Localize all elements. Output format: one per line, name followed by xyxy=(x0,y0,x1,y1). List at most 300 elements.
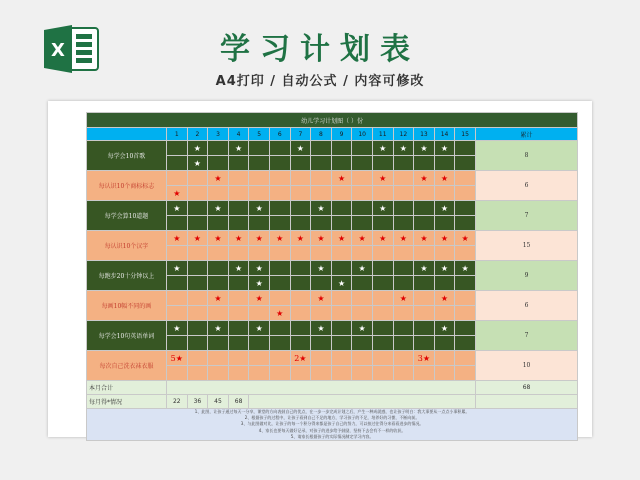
star-cell[interactable] xyxy=(208,231,229,246)
weekly-value[interactable]: 45 xyxy=(208,395,229,409)
star-cell[interactable] xyxy=(249,261,270,276)
star-cell[interactable] xyxy=(434,171,455,186)
star-cell[interactable] xyxy=(269,306,290,321)
star-cell[interactable] xyxy=(269,186,290,201)
task-label[interactable]: 每画10幅不同的画 xyxy=(87,291,167,321)
star-cell[interactable] xyxy=(455,261,476,276)
star-cell[interactable] xyxy=(372,261,393,276)
star-icon: ★ xyxy=(379,173,387,183)
star-cell[interactable] xyxy=(331,171,352,186)
star-cell[interactable] xyxy=(434,336,455,351)
star-cell[interactable] xyxy=(311,231,332,246)
star-cell[interactable] xyxy=(290,321,311,336)
star-cell[interactable] xyxy=(187,141,208,156)
star-cell[interactable] xyxy=(311,141,332,156)
note-line: 4、家长也要每天做好记录，对孩子的进步给予鼓励，坚持下去会有不一样的收获。 xyxy=(258,427,406,433)
star-cell[interactable] xyxy=(228,246,249,261)
task-total[interactable]: 8 xyxy=(475,141,577,171)
star-cell[interactable] xyxy=(249,306,270,321)
star-cell[interactable] xyxy=(167,186,188,201)
star-cell[interactable] xyxy=(269,156,290,171)
star-cell[interactable] xyxy=(455,171,476,186)
day-header-row xyxy=(87,128,578,141)
star-cell[interactable] xyxy=(331,366,352,381)
star-cell[interactable] xyxy=(372,216,393,231)
star-cell[interactable] xyxy=(455,186,476,201)
star-cell[interactable] xyxy=(331,336,352,351)
star-cell[interactable] xyxy=(249,291,270,306)
star-icon: ★ xyxy=(214,293,222,303)
star-cell[interactable] xyxy=(352,276,373,291)
star-cell[interactable] xyxy=(352,306,373,321)
star-cell[interactable] xyxy=(414,141,435,156)
star-cell[interactable] xyxy=(208,306,229,321)
star-cell[interactable] xyxy=(434,351,455,366)
star-cell[interactable] xyxy=(414,366,435,381)
star-cell[interactable] xyxy=(249,171,270,186)
task-total[interactable]: 7 xyxy=(475,321,577,351)
star-cell[interactable] xyxy=(331,261,352,276)
star-cell[interactable] xyxy=(455,156,476,171)
task-label[interactable]: 每认识10个商标标志 xyxy=(87,171,167,201)
star-cell[interactable] xyxy=(208,246,229,261)
star-cell[interactable] xyxy=(187,306,208,321)
star-cell[interactable] xyxy=(167,366,188,381)
star-cell[interactable] xyxy=(167,276,188,291)
star-cell[interactable] xyxy=(393,216,414,231)
star-cell[interactable] xyxy=(455,201,476,216)
star-cell[interactable] xyxy=(311,276,332,291)
star-cell[interactable] xyxy=(290,306,311,321)
star-cell[interactable] xyxy=(372,366,393,381)
star-cell[interactable] xyxy=(455,216,476,231)
page-title: 学习计划表 xyxy=(220,32,420,67)
star-cell[interactable] xyxy=(269,366,290,381)
weekly-value[interactable]: 22 xyxy=(167,395,188,409)
star-cell[interactable] xyxy=(208,276,229,291)
star-cell[interactable] xyxy=(331,246,352,261)
star-cell[interactable] xyxy=(393,306,414,321)
day-header-cell[interactable]: 14 xyxy=(434,128,455,141)
star-cell[interactable] xyxy=(414,171,435,186)
star-cell[interactable] xyxy=(372,171,393,186)
star-cell[interactable] xyxy=(372,186,393,201)
star-cell[interactable] xyxy=(393,186,414,201)
star-cell[interactable] xyxy=(455,276,476,291)
star-cell[interactable] xyxy=(167,291,188,306)
task-row xyxy=(87,351,578,366)
star-cell[interactable] xyxy=(290,186,311,201)
month-total-span xyxy=(167,381,476,395)
star-cell[interactable] xyxy=(331,201,352,216)
star-cell[interactable] xyxy=(352,231,373,246)
star-cell[interactable] xyxy=(372,276,393,291)
star-cell[interactable] xyxy=(455,291,476,306)
star-cell[interactable] xyxy=(455,306,476,321)
star-cell[interactable] xyxy=(331,321,352,336)
star-cell[interactable] xyxy=(167,351,188,366)
star-cell[interactable] xyxy=(352,291,373,306)
star-cell[interactable] xyxy=(393,261,414,276)
star-cell[interactable] xyxy=(167,156,188,171)
month-total-value[interactable]: 68 xyxy=(475,381,577,395)
star-cell[interactable] xyxy=(290,231,311,246)
star-cell[interactable] xyxy=(434,261,455,276)
star-cell[interactable] xyxy=(269,261,290,276)
star-cell[interactable] xyxy=(414,186,435,201)
star-cell[interactable] xyxy=(290,201,311,216)
star-cell[interactable] xyxy=(372,231,393,246)
star-cell[interactable] xyxy=(434,231,455,246)
star-cell[interactable] xyxy=(228,156,249,171)
star-cell[interactable] xyxy=(393,366,414,381)
star-cell[interactable] xyxy=(208,351,229,366)
star-icon: ★ xyxy=(255,263,263,273)
star-cell[interactable] xyxy=(372,141,393,156)
star-cell[interactable] xyxy=(455,336,476,351)
star-cell[interactable] xyxy=(434,186,455,201)
star-cell[interactable] xyxy=(290,366,311,381)
star-cell[interactable] xyxy=(414,201,435,216)
star-cell[interactable] xyxy=(434,246,455,261)
star-cell[interactable] xyxy=(187,231,208,246)
star-cell[interactable] xyxy=(372,201,393,216)
star-cell[interactable] xyxy=(414,156,435,171)
star-cell[interactable] xyxy=(414,336,435,351)
star-cell[interactable] xyxy=(434,291,455,306)
star-cell[interactable] xyxy=(187,171,208,186)
star-cell[interactable] xyxy=(208,186,229,201)
task-label[interactable]: 每学会算10道题 xyxy=(87,201,167,231)
star-cell[interactable] xyxy=(393,336,414,351)
star-cell[interactable] xyxy=(208,291,229,306)
star-cell[interactable] xyxy=(372,321,393,336)
star-cell[interactable] xyxy=(228,321,249,336)
star-cell[interactable] xyxy=(187,351,208,366)
star-cell[interactable] xyxy=(290,276,311,291)
star-cell[interactable] xyxy=(208,141,229,156)
star-cell[interactable] xyxy=(187,276,208,291)
star-cell[interactable] xyxy=(249,336,270,351)
star-cell[interactable] xyxy=(311,156,332,171)
star-cell[interactable] xyxy=(331,141,352,156)
star-cell[interactable] xyxy=(249,156,270,171)
star-cell[interactable] xyxy=(167,246,188,261)
star-cell[interactable] xyxy=(167,216,188,231)
star-cell[interactable] xyxy=(393,141,414,156)
star-cell[interactable] xyxy=(228,201,249,216)
star-cell[interactable] xyxy=(455,321,476,336)
star-cell[interactable] xyxy=(187,336,208,351)
star-cell[interactable] xyxy=(455,246,476,261)
star-cell[interactable] xyxy=(393,291,414,306)
star-cell[interactable] xyxy=(331,231,352,246)
star-cell[interactable] xyxy=(331,306,352,321)
star-cell[interactable] xyxy=(414,216,435,231)
star-icon: ★ xyxy=(173,188,181,198)
star-cell[interactable] xyxy=(352,351,373,366)
star-icon: ★ xyxy=(234,233,243,243)
day-header-cell[interactable]: 8 xyxy=(311,128,332,141)
day-header-cell[interactable]: 4 xyxy=(228,128,249,141)
star-cell[interactable] xyxy=(187,216,208,231)
note-line: 3、与此图做对比，让孩子的每一个积分得来都是孩子自己的努力，可以按过往得分来看看进步的情况。 xyxy=(240,421,424,427)
task-total[interactable]: 6 xyxy=(475,171,577,201)
star-cell[interactable] xyxy=(455,231,476,246)
star-cell[interactable] xyxy=(434,201,455,216)
star-cell[interactable] xyxy=(352,156,373,171)
star-cell[interactable] xyxy=(208,261,229,276)
star-icon: ★ xyxy=(358,323,366,333)
star-cell[interactable] xyxy=(167,201,188,216)
star-cell[interactable] xyxy=(311,351,332,366)
sheet-title[interactable]: 幼儿学习计划图（ ）份 xyxy=(87,113,578,128)
star-cell[interactable] xyxy=(290,216,311,231)
star-cell[interactable] xyxy=(352,201,373,216)
star-cell[interactable] xyxy=(393,201,414,216)
star-cell[interactable] xyxy=(167,336,188,351)
star-cell[interactable] xyxy=(228,141,249,156)
day-header-cell[interactable]: 10 xyxy=(352,128,373,141)
star-cell[interactable] xyxy=(167,321,188,336)
star-cell[interactable] xyxy=(167,141,188,156)
task-label[interactable]: 每次自己洗衣袜衣服 xyxy=(87,351,167,381)
star-cell[interactable] xyxy=(352,336,373,351)
task-total[interactable]: 10 xyxy=(475,351,577,381)
star-cell[interactable] xyxy=(269,336,290,351)
star-cell[interactable] xyxy=(187,321,208,336)
star-cell[interactable] xyxy=(331,351,352,366)
star-cell[interactable] xyxy=(228,231,249,246)
task-row xyxy=(87,321,578,336)
task-total[interactable]: 15 xyxy=(475,231,577,261)
day-header-cell[interactable]: 2 xyxy=(187,128,208,141)
star-cell[interactable] xyxy=(290,261,311,276)
star-cell[interactable] xyxy=(455,366,476,381)
task-total[interactable]: 7 xyxy=(475,201,577,231)
star-cell[interactable] xyxy=(187,246,208,261)
star-cell[interactable] xyxy=(393,156,414,171)
star-cell[interactable] xyxy=(352,246,373,261)
star-cell[interactable] xyxy=(414,261,435,276)
star-cell[interactable] xyxy=(434,366,455,381)
star-cell[interactable] xyxy=(414,321,435,336)
star-cell[interactable] xyxy=(269,231,290,246)
star-cell[interactable] xyxy=(228,366,249,381)
weekly-value[interactable]: 36 xyxy=(187,395,208,409)
star-cell[interactable] xyxy=(455,351,476,366)
star-icon: ★ xyxy=(317,233,325,243)
day-header-cell[interactable]: 9 xyxy=(331,128,352,141)
star-cell[interactable] xyxy=(249,216,270,231)
star-cell[interactable] xyxy=(290,156,311,171)
star-cell[interactable] xyxy=(187,261,208,276)
star-cell[interactable] xyxy=(228,291,249,306)
star-cell[interactable] xyxy=(249,351,270,366)
star-cell[interactable] xyxy=(269,141,290,156)
star-cell[interactable] xyxy=(187,201,208,216)
star-icon: ★ xyxy=(420,143,428,153)
star-cell[interactable] xyxy=(208,336,229,351)
task-total[interactable]: 9 xyxy=(475,261,577,291)
star-cell[interactable] xyxy=(269,276,290,291)
star-cell[interactable] xyxy=(434,276,455,291)
star-cell[interactable] xyxy=(455,141,476,156)
star-cell[interactable] xyxy=(228,216,249,231)
star-cell[interactable] xyxy=(269,321,290,336)
star-cell[interactable] xyxy=(331,186,352,201)
star-cell[interactable] xyxy=(372,291,393,306)
star-cell[interactable] xyxy=(311,366,332,381)
star-cell[interactable] xyxy=(249,321,270,336)
star-cell[interactable] xyxy=(290,141,311,156)
star-cell[interactable] xyxy=(352,321,373,336)
star-cell[interactable] xyxy=(290,336,311,351)
star-cell[interactable] xyxy=(311,261,332,276)
star-cell[interactable] xyxy=(331,291,352,306)
star-cell[interactable] xyxy=(290,351,311,366)
task-row xyxy=(87,141,578,156)
day-header-cell[interactable]: 1 xyxy=(167,128,188,141)
star-cell[interactable] xyxy=(208,171,229,186)
star-cell[interactable] xyxy=(372,351,393,366)
star-cell[interactable] xyxy=(352,261,373,276)
star-cell[interactable] xyxy=(228,276,249,291)
star-cell[interactable] xyxy=(290,291,311,306)
task-label[interactable]: 每学会10首歌 xyxy=(87,141,167,171)
star-cell[interactable] xyxy=(352,171,373,186)
star-cell[interactable] xyxy=(372,156,393,171)
star-cell[interactable] xyxy=(269,201,290,216)
star-cell[interactable] xyxy=(167,306,188,321)
star-cell[interactable] xyxy=(290,171,311,186)
star-cell[interactable] xyxy=(249,246,270,261)
star-cell[interactable] xyxy=(434,156,455,171)
star-cell[interactable] xyxy=(187,291,208,306)
star-cell[interactable] xyxy=(311,186,332,201)
star-cell[interactable] xyxy=(393,231,414,246)
star-cell[interactable] xyxy=(414,231,435,246)
star-cell[interactable] xyxy=(167,231,188,246)
star-cell[interactable] xyxy=(249,366,270,381)
star-cell[interactable] xyxy=(311,216,332,231)
star-cell[interactable] xyxy=(187,156,208,171)
star-cell[interactable] xyxy=(393,351,414,366)
star-cell[interactable] xyxy=(249,186,270,201)
weekly-value[interactable]: 68 xyxy=(228,395,249,409)
star-cell[interactable] xyxy=(249,141,270,156)
star-cell[interactable] xyxy=(434,306,455,321)
star-cell[interactable] xyxy=(311,336,332,351)
task-label[interactable]: 每学会10句英语单词 xyxy=(87,321,167,351)
star-cell[interactable] xyxy=(290,246,311,261)
star-cell[interactable] xyxy=(414,276,435,291)
star-icon: 2★ xyxy=(294,353,307,363)
star-cell[interactable] xyxy=(434,321,455,336)
task-label[interactable]: 每跑步20十分钟以上 xyxy=(87,261,167,291)
star-cell[interactable] xyxy=(414,246,435,261)
star-cell[interactable] xyxy=(331,216,352,231)
star-cell[interactable] xyxy=(167,261,188,276)
star-cell[interactable] xyxy=(228,306,249,321)
star-cell[interactable] xyxy=(372,246,393,261)
star-cell[interactable] xyxy=(393,246,414,261)
star-cell[interactable] xyxy=(167,171,188,186)
star-cell[interactable] xyxy=(249,201,270,216)
star-cell[interactable] xyxy=(208,201,229,216)
star-cell[interactable] xyxy=(311,171,332,186)
star-cell[interactable] xyxy=(269,171,290,186)
star-cell[interactable] xyxy=(352,216,373,231)
star-cell[interactable] xyxy=(311,321,332,336)
star-cell[interactable] xyxy=(331,276,352,291)
star-cell[interactable] xyxy=(393,171,414,186)
star-cell[interactable] xyxy=(414,291,435,306)
star-cell[interactable] xyxy=(228,336,249,351)
star-cell[interactable] xyxy=(311,291,332,306)
svg-text:X: X xyxy=(51,40,65,61)
star-cell[interactable] xyxy=(352,141,373,156)
star-cell[interactable] xyxy=(269,246,290,261)
star-cell[interactable] xyxy=(372,336,393,351)
star-cell[interactable] xyxy=(228,171,249,186)
star-cell[interactable] xyxy=(311,306,332,321)
star-cell[interactable] xyxy=(249,231,270,246)
star-cell[interactable] xyxy=(208,366,229,381)
star-cell[interactable] xyxy=(228,186,249,201)
star-cell[interactable] xyxy=(208,321,229,336)
star-cell[interactable] xyxy=(352,366,373,381)
star-cell[interactable] xyxy=(434,216,455,231)
star-cell[interactable] xyxy=(434,141,455,156)
day-header-cell[interactable]: 11 xyxy=(372,128,393,141)
day-header-cell[interactable]: 6 xyxy=(269,128,290,141)
day-header-cell[interactable]: 15 xyxy=(455,128,476,141)
star-cell[interactable] xyxy=(352,186,373,201)
star-cell[interactable] xyxy=(249,276,270,291)
star-cell[interactable] xyxy=(393,321,414,336)
star-cell[interactable] xyxy=(372,306,393,321)
weekly-blank xyxy=(249,395,476,409)
day-header-cell[interactable]: 7 xyxy=(290,128,311,141)
star-icon: ★ xyxy=(173,233,181,243)
star-cell[interactable] xyxy=(414,306,435,321)
task-total[interactable]: 6 xyxy=(475,291,577,321)
star-icon: ★ xyxy=(255,278,263,288)
day-header-cell[interactable]: 12 xyxy=(393,128,414,141)
star-cell[interactable] xyxy=(269,351,290,366)
star-cell[interactable] xyxy=(414,351,435,366)
star-cell[interactable] xyxy=(208,216,229,231)
star-cell[interactable] xyxy=(228,351,249,366)
star-cell[interactable] xyxy=(187,366,208,381)
star-cell[interactable] xyxy=(187,186,208,201)
star-cell[interactable] xyxy=(228,261,249,276)
day-header-cell[interactable]: 13 xyxy=(414,128,435,141)
task-label[interactable]: 每认识10个汉字 xyxy=(87,231,167,261)
star-cell[interactable] xyxy=(311,201,332,216)
star-cell[interactable] xyxy=(331,156,352,171)
star-cell[interactable] xyxy=(393,276,414,291)
day-header-cell[interactable]: 5 xyxy=(249,128,270,141)
star-cell[interactable] xyxy=(311,246,332,261)
star-icon: ★ xyxy=(255,203,263,213)
star-cell[interactable] xyxy=(208,156,229,171)
star-cell[interactable] xyxy=(269,291,290,306)
total-header[interactable]: 累计 xyxy=(475,128,577,141)
star-cell[interactable] xyxy=(269,216,290,231)
day-header-cell[interactable]: 3 xyxy=(208,128,229,141)
